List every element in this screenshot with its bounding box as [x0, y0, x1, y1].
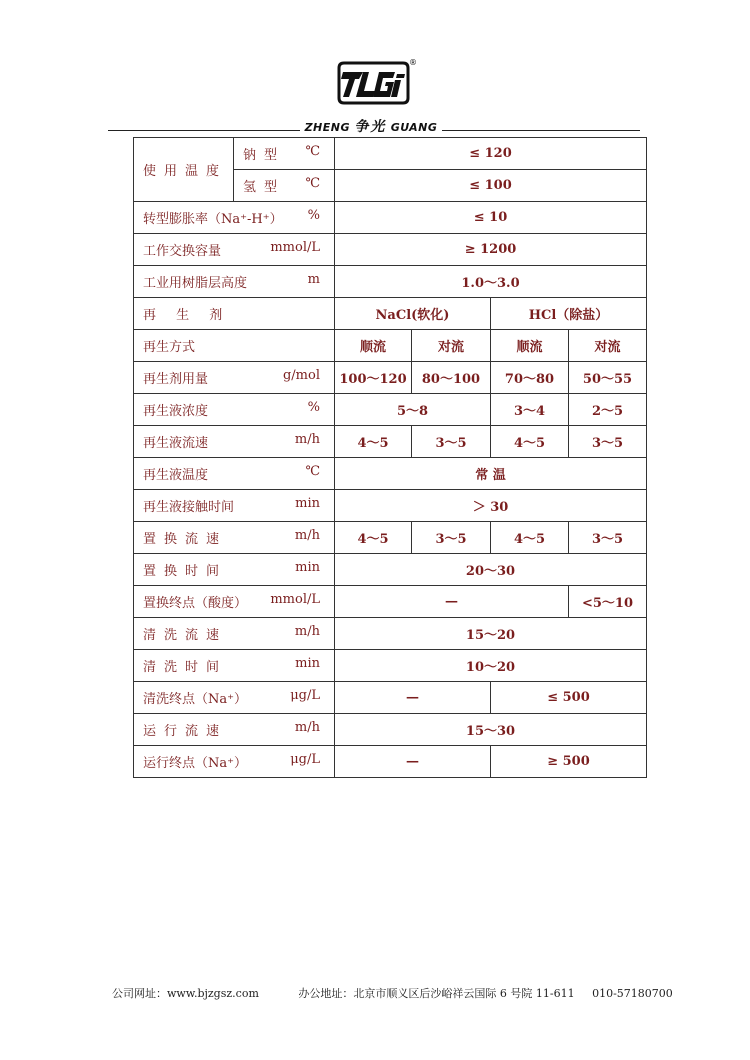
cell: 70～80 [491, 362, 569, 394]
cell: 4～5 [491, 426, 569, 458]
row-label: 置换终点（酸度） mmol/L [134, 586, 335, 618]
footer-phone: 010-57180700 [592, 987, 673, 1000]
row-value: 15～20 [335, 618, 647, 650]
cell: 顺流 [491, 330, 569, 362]
row-label: 清洗终点（Na⁺） μg/L [134, 682, 335, 714]
table-row [134, 682, 647, 714]
row-label: 工业用树脂层高度 m [134, 266, 335, 298]
table-row [134, 330, 647, 362]
table-row [134, 490, 647, 522]
row-value: ≥ 1200 [335, 234, 647, 266]
hydrogen-type-value: ≤ 100 [335, 170, 647, 202]
company-logo [333, 60, 418, 108]
divider-left [108, 130, 300, 131]
sodium-type-value: ≤ 120 [335, 138, 647, 170]
row-label: 清洗时间 min [134, 650, 335, 682]
row-value: 1.0～3.0 [335, 266, 647, 298]
table-row [134, 298, 647, 330]
cell: 100～120 [335, 362, 412, 394]
table-row [134, 650, 647, 682]
cell: <5～10 [569, 586, 647, 618]
row-label: 置换时间 min [134, 554, 335, 586]
cell: 3～4 [491, 394, 569, 426]
table-row [134, 746, 647, 778]
page-footer [112, 985, 673, 1001]
table-row [134, 586, 647, 618]
table-row [134, 714, 647, 746]
brand-line [108, 117, 640, 137]
row-label: 再生液接触时间 min [134, 490, 335, 522]
brand-en-2: GUANG [390, 121, 438, 134]
table-row [134, 522, 647, 554]
row-value: ≤ 10 [335, 202, 647, 234]
row-label: 转型膨胀率（Na⁺-H⁺） % [134, 202, 335, 234]
row-label: 运行流速 m/h [134, 714, 335, 746]
table-row [134, 426, 647, 458]
row-label: 再生液流速 m/h [134, 426, 335, 458]
regenerant-softening: NaCl(软化) [335, 298, 491, 330]
footer-address: 办公地址：北京市顺义区后沙峪祥云国际 6 号院 11-611 [298, 987, 575, 1000]
divider-right [442, 130, 640, 131]
cell: 4～5 [335, 522, 412, 554]
table-row [134, 618, 647, 650]
cell: 4～5 [335, 426, 412, 458]
cell: 3～5 [412, 426, 491, 458]
cell: 顺流 [335, 330, 412, 362]
row-label: 运行终点（Na⁺） μg/L [134, 746, 335, 778]
row-label: 再生液浓度 % [134, 394, 335, 426]
cell: ≥ 500 [491, 746, 647, 778]
cell: 4～5 [491, 522, 569, 554]
row-value: 15～30 [335, 714, 647, 746]
row-label: 再生剂用量 g/mol [134, 362, 335, 394]
spec-table [133, 137, 647, 778]
cell: 80～100 [412, 362, 491, 394]
row-value: 20～30 [335, 554, 647, 586]
temp-label: 使用温度 [134, 138, 234, 202]
cell: 对流 [412, 330, 491, 362]
cell: — [335, 586, 569, 618]
table-row [134, 234, 647, 266]
table-row [134, 266, 647, 298]
cell: 对流 [569, 330, 647, 362]
footer-website: 公司网址：www.bjzgsz.com [112, 987, 259, 1000]
hydrogen-type-label: 氢型 ℃ [234, 170, 335, 202]
row-label: 再 生 剂 [134, 298, 335, 330]
cell: 5～8 [335, 394, 491, 426]
cell: 2～5 [569, 394, 647, 426]
table-row [134, 458, 647, 490]
table-row [134, 138, 647, 170]
brand-en-1: ZHENG [304, 121, 351, 134]
cell: — [335, 682, 491, 714]
sodium-type-label: 钠型 ℃ [234, 138, 335, 170]
table-row [134, 394, 647, 426]
row-value: 10～20 [335, 650, 647, 682]
cell: 3～5 [569, 426, 647, 458]
table-row [134, 202, 647, 234]
cell: 3～5 [412, 522, 491, 554]
table-row [134, 362, 647, 394]
brand-cn: 争光 [354, 119, 387, 135]
row-value: 常 温 [335, 458, 647, 490]
row-label: 置换流速 m/h [134, 522, 335, 554]
cell: ≤ 500 [491, 682, 647, 714]
row-label: 再生液温度 ℃ [134, 458, 335, 490]
row-label: 工作交换容量 mmol/L [134, 234, 335, 266]
cell: — [335, 746, 491, 778]
cell: 50～55 [569, 362, 647, 394]
table-row [134, 554, 647, 586]
row-label: 再生方式 [134, 330, 335, 362]
registered-mark: ® [409, 58, 417, 67]
regenerant-desalting: HCl（除盐） [491, 298, 647, 330]
row-value: ＞ 30 [335, 490, 647, 522]
cell: 3～5 [569, 522, 647, 554]
brand-name [300, 117, 442, 138]
row-label: 清洗流速 m/h [134, 618, 335, 650]
